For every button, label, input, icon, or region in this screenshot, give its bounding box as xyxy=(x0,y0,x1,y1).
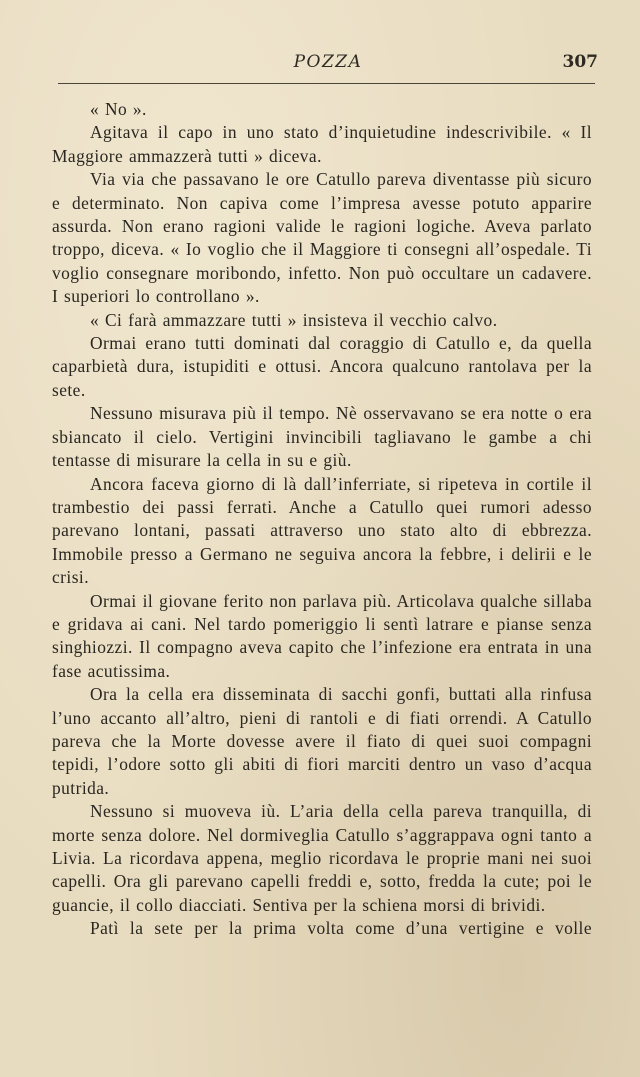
paragraph: Nessuno misurava più il tempo. Nè osservavano se era notte o era sbiancato il cielo. Vertigini invincibili tagliavano le gambe a chi tentasse di misurare la cella in su e giù. xyxy=(52,403,592,471)
paragraph: Ormai il giovane ferito non parlava più. Articolava qualche sillaba e gridava ai cani. Nel tardo pomeriggio li sentì latrare e pianse senza singhiozzi. Il compagno aveva capito che l’infezione era entrata in una fase acutissima. xyxy=(52,590,592,681)
page-number: 307 xyxy=(562,52,598,72)
paragraph: Ancora faceva giorno di là dall’inferriate, si ripeteva in cortile il trambestio dei passi ferrati. Anche a Catullo quei rumori adesso parevano lontani, passati attraverso uno stato alto di ebbrezza. Immobile presso a Germano ne seguiva ancora la febbre, i delirii e le crisi. xyxy=(52,473,592,588)
paragraph: Agitava il capo in uno stato d’inquietudine indescrivibile. « Il Maggiore ammazzerà tutti » diceva. xyxy=(52,122,592,166)
page-header xyxy=(58,50,598,80)
body-text xyxy=(52,98,592,941)
header-rule xyxy=(58,83,595,84)
paragraph: Ora la cella era disseminata di sacchi gonfi, buttati alla rinfusa l’uno accanto all’altro, pieni di rantoli e di fiati orrendi. A Catullo pareva che la Morte dovesse avere il fiato di quei suoi compagni tepidi, l’odore sotto gli abiti di fiori marciti dentro un vaso d’acqua putrida. xyxy=(52,684,592,798)
paragraph: Nessuno si muoveva iù. L’aria della cella pareva tranquilla, di morte senza dolore. Nel dormiveglia Catullo s’aggrappava ogni tanto a Livia. La ricordava appena, meglio ricordava le proprie mani nei suoi capelli. Ora gli parevano capelli freddi e, sotto, fredda la cute; poi le guancie, il collo diacciati. Sentiva per la schiena morsi di brividi. xyxy=(52,801,592,915)
paragraph: Ormai erano tutti dominati dal coraggio di Catullo e, da quella caparbietà dura, istupiditi e ottusi. Ancora qualcuno rantolava per la sete. xyxy=(52,333,592,400)
paragraph-last: Patì la sete per la prima volta come d’una vertigine e volle xyxy=(90,918,592,939)
paragraph: « Ci farà ammazzare tutti » insisteva il vecchio calvo. xyxy=(90,309,498,330)
paragraph: « No ». xyxy=(90,99,147,119)
paragraph: Via via che passavano le ore Catullo pareva diventasse più sicuro e determinato. Non capiva come l’impresa avesse potuto apparire assurda. Non erano ragioni valide le ragioni logiche. Aveva parlato troppo, diceva. « Io voglio che il Maggiore ti consegni all’ospedale. Ti voglio consegnare moribondo, infetto. Non può occultare un cadavere. I superiori lo controllano ». xyxy=(52,169,592,307)
running-title: POZZA xyxy=(293,52,363,72)
